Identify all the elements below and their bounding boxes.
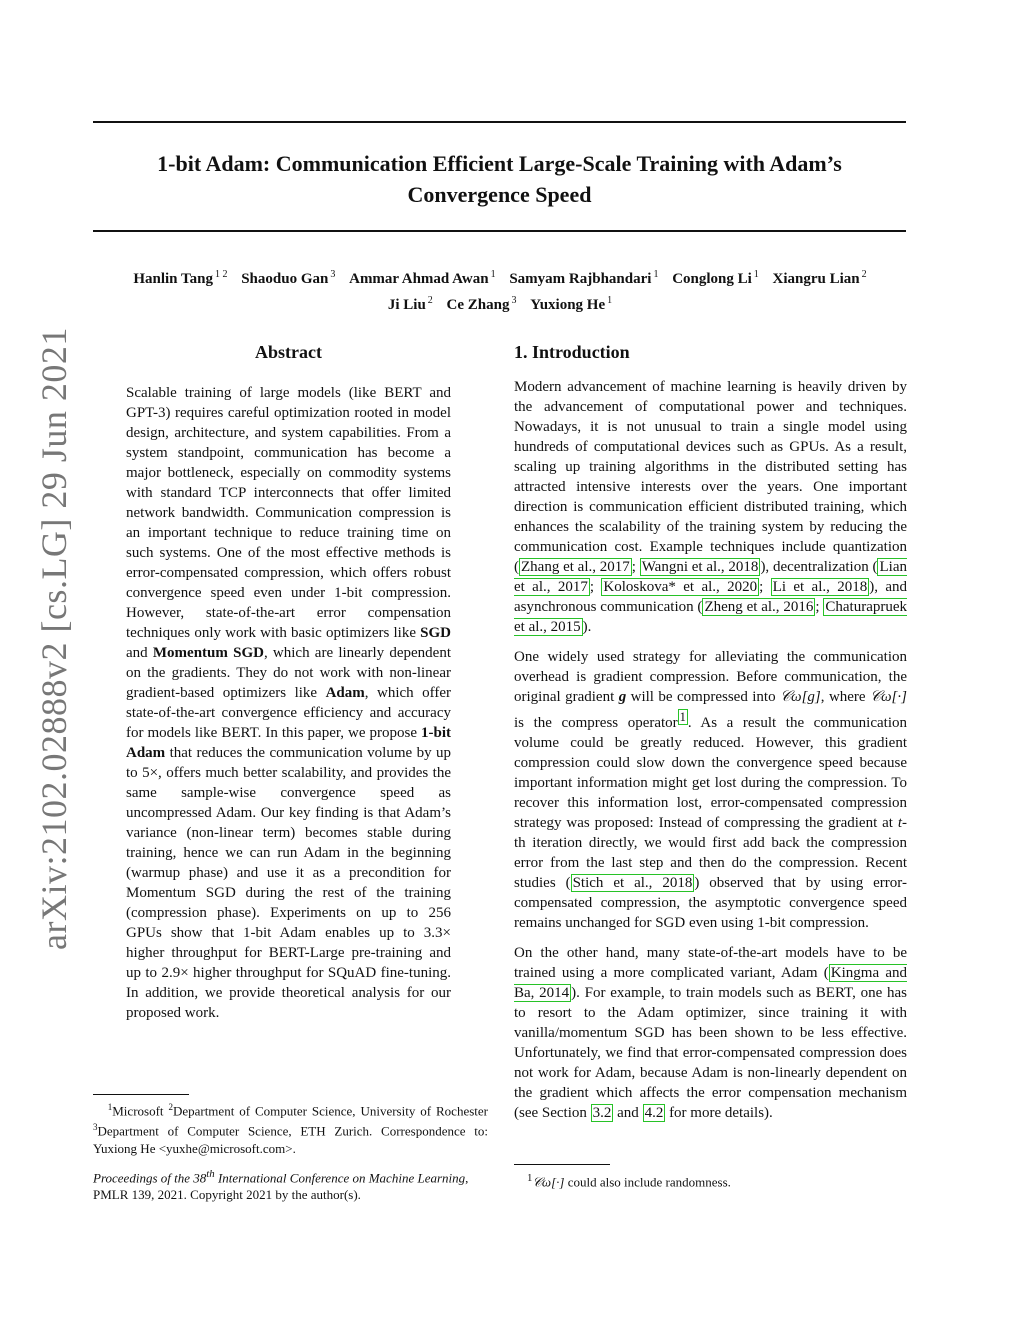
- proceedings-note: Proceedings of the 38th International Conference on Machine Learning, PMLR 139, 2021. Copyright 2021 by the author(s).: [93, 1168, 469, 1203]
- author: Ce Zhang $^3$: [446, 295, 517, 313]
- title-line-1: 1-bit Adam: Communication Efficient Large-Scale Training with Adam’s: [157, 151, 842, 176]
- citation-link[interactable]: Wangni et al., 2018: [641, 559, 759, 575]
- citation-link[interactable]: Stich et al., 2018: [572, 875, 693, 891]
- section-ref-link[interactable]: 3.2: [592, 1105, 612, 1121]
- introduction-heading: 1. Introduction: [514, 342, 630, 362]
- abstract-body: Scalable training of large models (like BERT and GPT-3) requires careful optimization rooted in model design, architecture, and system capabilities. From a system standpoint, communication has become a major bottleneck, especially on commodity systems with standard TCP interconnects that offer limited network bandwidth. Communication compression is an important technique to reduce training time on such systems. One of the most effective methods is error-compensated compression, which offers robust convergence speed even under 1-bit compression. However, state-of-the-art error compensation techniques only work with basic optimizers like SGD and Momentum SGD, which are linearly dependent on the gradients. They do not work with non-linear gradient-based optimizers like Adam, which offer state-of-the-art convergence efficiency and accuracy for models like BERT. In this paper, we propose 1-bit Adam that reduces the communication volume by up to 5×, offers much better scalability, and provides the same sample-wise convergence speed as uncompressed Adam. Our key finding is that Adam’s variance (non-linear term) becomes stable during training, hence we can run Adam in the beginning (warmup phase) and use it as a precondition for Momentum SGD during the rest of the training (compression phase). Experiments on up to 256 GPUs show that 1-bit Adam enables up to 3.3× higher throughput for BERT-Large pre-training and up to 2.9× higher throughput for SQuAD fine-tuning. In addition, we provide theoretical analysis for our proposed work.: [126, 385, 452, 1021]
- abstract-heading: Abstract: [255, 342, 322, 362]
- intro-paragraph-1: Modern advancement of machine learning is heavily driven by the advancement of computational power and techniques. Nowadays, it is not unusual to train a single model using hundreds of computational devices such as GPUs. As a result, scaling up training algorithms in the distributed setting has attracted intensive interests over the years. One important direction is communication efficient distributed training, which enhances the scalability of the training system by reducing the communication cost. Example techniques include quantization ( Zhang et al., 2017 ; Wangni et al., 2018 ), decentralization ( Lian et al., 2017 ; Koloskova* et al., 2020 ; Li et al., 2018 ), and asynchronous communication ( Zheng et al., 2016 ; Chaturapruek et al., 2015 ).: [514, 379, 908, 635]
- author: Hanlin Tang $^{1 2}$: [133, 269, 228, 287]
- author: Ji Liu $^2$: [387, 295, 433, 313]
- paper-title: [93, 148, 906, 210]
- citation-link[interactable]: Zhang et al., 2017: [521, 559, 630, 575]
- citation-link[interactable]: Kingma and Ba, 2014: [514, 965, 907, 1001]
- author-list: [80, 264, 920, 316]
- affiliations-footnote: $^1$Microsoft $^2$Department of Computer Science, University of Rochester $^3$Department of Computer Science, ETH Zurich. Correspondence to: Yuxiong He <yuxhe@microsoft.com>.: [93, 1102, 488, 1156]
- arxiv-identifier: arXiv:2102.02888v2 [cs.LG] 29 Jun 2021: [34, 327, 74, 950]
- title-line-2: Convergence Speed: [407, 182, 592, 207]
- author: Conglong Li $^1$: [672, 269, 759, 287]
- citation-link[interactable]: Lian et al., 2017: [514, 559, 907, 595]
- citation-link[interactable]: Zheng et al., 2016: [704, 599, 814, 615]
- author: Yuxiong He $^1$: [530, 295, 613, 313]
- title-top-rule: [93, 121, 906, 123]
- footnote-rule-left: [93, 1094, 189, 1095]
- compress-operator-footnote: $^1$𝒞ω[·] could also include randomness.: [527, 1172, 731, 1190]
- citation-link[interactable]: Koloskova* et al., 2020: [603, 579, 758, 595]
- section-ref-link[interactable]: 4.2: [644, 1105, 664, 1121]
- author: Xiangru Lian $^2$: [772, 269, 867, 287]
- intro-paragraph-2: One widely used strategy for alleviating the communication overhead is gradient compression. Before communication, the original gradient g will be compressed into 𝒞ω[g], where 𝒞ω[·] is the compress operator $^1$ . As a result the communication volume could be greatly reduced. However, this gradient compression could slow down the convergence speed because important information might get lost during the compression. To recover this information lost, error-compensated compression strategy was proposed: Instead of compressing the gradient at t-th iteration directly, we would first add back the compression error from the last step and then do the compression. Recent studies ( Stich et al., 2018 ) observed that by using error-compensated compression, the asymptotic convergence speed remains unchanged for SGD even using 1-bit compression.: [514, 649, 907, 931]
- author: Ammar Ahmad Awan $^1$: [349, 269, 496, 287]
- introduction-body: [514, 377, 907, 1133]
- footnote-rule-right: [514, 1164, 610, 1165]
- author: Samyam Rajbhandari $^1$: [509, 269, 659, 287]
- citation-link[interactable]: Chaturapruek et al., 2015: [514, 599, 908, 635]
- author: Shaoduo Gan $^3$: [241, 269, 336, 287]
- intro-paragraph-3: On the other hand, many state-of-the-art models have to be trained using a more complicated variant, Adam ( Kingma and Ba, 2014 ). For example, to train models such as BERT, one has to resort to the Adam optimizer, since training it with vanilla/momentum SGD has been shown to be less effective. Unfortunately, we find that error-compensated compression does not work for Adam, because Adam is non-linearly dependent on the gradient which affects the error compensation mechanism (see Section 3.2 and 4.2 for more details).: [514, 945, 907, 1121]
- title-bottom-rule: [93, 230, 906, 232]
- footnote-link[interactable]: 1: [679, 710, 686, 724]
- citation-link[interactable]: Li et al., 2018: [772, 579, 868, 595]
